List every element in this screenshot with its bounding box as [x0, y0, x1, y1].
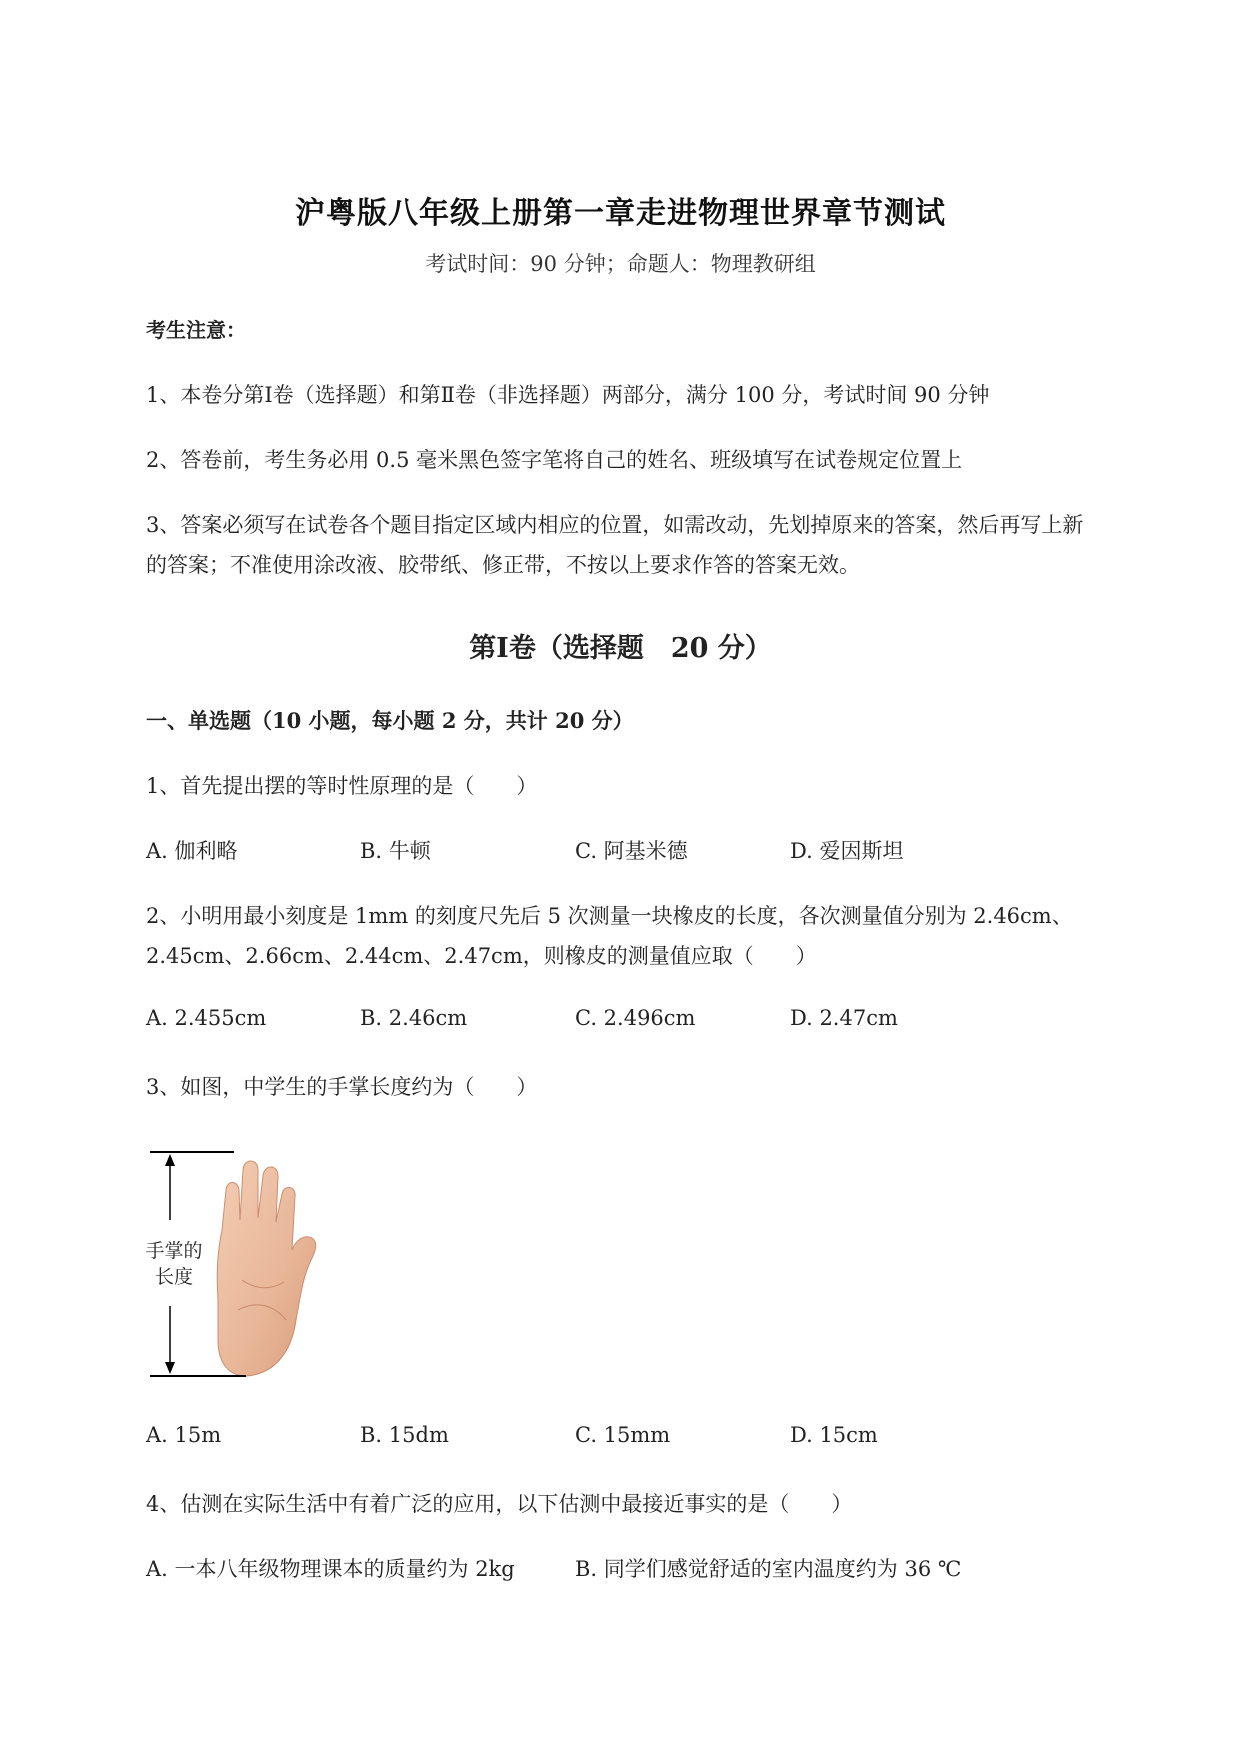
part-heading: 一、单选题（10 小题，每小题 2 分，共计 20 分） — [146, 708, 634, 733]
up-arrow-icon — [165, 1154, 175, 1166]
page-title: 沪粤版八年级上册第一章走进物理世界章节测试 — [295, 196, 946, 231]
question-stem: 1、首先提出摆的等时性原理的是（ ） — [146, 774, 538, 798]
notice-heading: 考生注意： — [146, 318, 246, 342]
option-a[interactable]: A. 15m — [146, 1423, 222, 1447]
notice-item: 3、答案必须写在试卷各个题目指定区域内相应的位置，如需改动，先划掉原来的答案，然后再写上新 — [146, 513, 1084, 537]
notice-item: 2、答卷前，考生务必用 0.5 毫米黑色签字笔将自己的姓名、班级填写在试卷规定位置上 — [146, 448, 963, 472]
palm-shape — [217, 1161, 316, 1376]
option-c[interactable]: C. 2.496cm — [575, 1006, 696, 1030]
question-stem-continued: 2.45cm、2.66cm、2.44cm、2.47cm，则橡皮的测量值应取（ ） — [146, 944, 817, 968]
option-d[interactable]: D. 2.47cm — [790, 1006, 898, 1030]
question-stem: 3、如图，中学生的手掌长度约为（ ） — [146, 1075, 538, 1099]
option-b[interactable]: B. 牛顿 — [360, 839, 431, 863]
option-a[interactable]: A. 一本八年级物理课本的质量约为 2kg — [146, 1557, 515, 1581]
option-a[interactable]: A. 2.455cm — [146, 1006, 267, 1030]
option-b[interactable]: B. 同学们感觉舒适的室内温度约为 36 ℃ — [575, 1557, 962, 1581]
question-stem: 2、小明用最小刻度是 1mm 的刻度尺先后 5 次测量一块橡皮的长度，各次测量值分别为 2.46cm、 — [146, 904, 1073, 928]
option-d[interactable]: D. 爱因斯坦 — [790, 839, 904, 863]
option-b[interactable]: B. 2.46cm — [360, 1006, 468, 1030]
section-title: 第Ⅰ卷（选择题 20 分） — [469, 633, 772, 664]
option-c[interactable]: C. 15mm — [575, 1423, 671, 1447]
option-c[interactable]: C. 阿基米德 — [575, 839, 688, 863]
down-arrow-icon — [165, 1362, 175, 1374]
option-b[interactable]: B. 15dm — [360, 1423, 449, 1447]
question-stem: 4、估测在实际生活中有着广泛的应用，以下估测中最接近事实的是（ ） — [146, 1492, 853, 1516]
figure-label-line-2: 长度 — [154, 1266, 193, 1288]
exam-info: 考试时间：90 分钟；命题人：物理教研组 — [425, 252, 816, 276]
notice-item: 1、本卷分第Ⅰ卷（选择题）和第Ⅱ卷（非选择题）两部分，满分 100 分，考试时间 90 分钟 — [146, 383, 990, 407]
figure-label-line-1: 手掌的 — [145, 1240, 203, 1262]
option-d[interactable]: D. 15cm — [790, 1423, 878, 1447]
option-a[interactable]: A. 伽利略 — [146, 839, 238, 863]
hand-length-figure — [146, 1150, 346, 1380]
notice-item-continued: 的答案；不准使用涂改液、胶带纸、修正带，不按以上要求作答的答案无效。 — [146, 553, 860, 577]
